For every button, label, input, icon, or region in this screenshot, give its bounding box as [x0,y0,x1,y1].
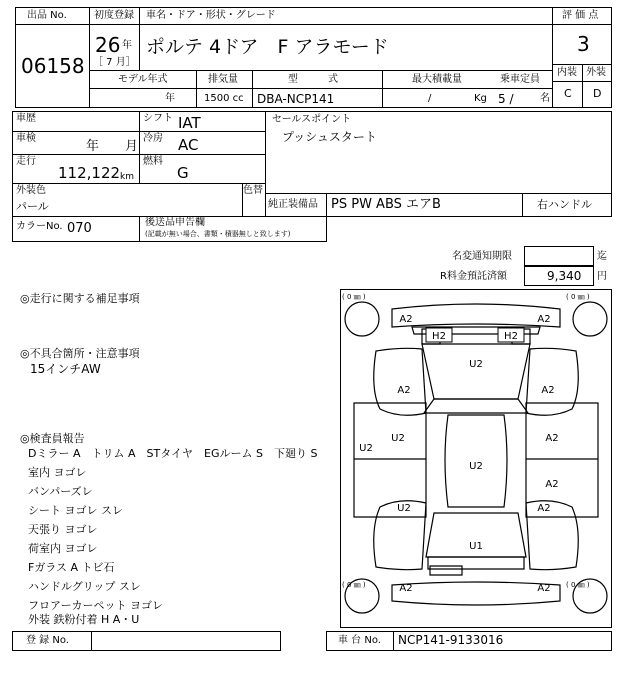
mileage-unit: km [120,172,134,182]
first-reg-year-unit: 年 [122,40,132,51]
inspector-line: 室内 ヨゴレ [28,466,87,479]
inspector-line: シート ヨゴレ スレ [28,504,123,517]
damage-mark: H2 [504,331,518,342]
genuine-equipment: PS PW ABS エアB [331,197,441,212]
capacity: 5 / [498,92,514,106]
inspector-line: フロアーカーペット ヨゴレ [28,599,163,612]
inspector-title: ◎検査員報告 [20,432,85,445]
damage-mark: U2 [469,461,483,472]
damage-mark: U2 [469,359,483,370]
history-label: 車歴 [16,113,36,124]
shift-label: シフト [143,113,173,124]
body-left [354,403,426,517]
damage-mark: U2 [391,433,405,444]
body-right [526,403,598,517]
displacement-label: 排気量 [208,74,238,85]
windshield [424,399,528,413]
inspector-line: バンパーズレ [28,485,93,498]
damage-mark: U2 [359,443,373,454]
front-fender-right [526,348,578,415]
defect-item: 15インチAW [30,362,101,376]
handle: 右ハンドル [537,198,592,211]
inspector-line: Dミラー A トリム A STタイヤ EGルーム S 下廻り S [28,447,318,460]
first-reg-month: ［ 7 月］ [93,57,136,68]
tire-front-left-icon [345,302,379,336]
inspection: 年 月 [86,139,139,154]
damage-mark: A2 [537,314,551,325]
capacity-label: 乗車定員 [500,74,540,85]
model-label: 型 式 [288,74,338,85]
name-change-box [524,246,594,266]
max-load-unit: Kg [474,93,487,104]
inspector-line: ハンドルグリップ スレ [28,580,141,593]
color-no-label: カラーNo. [16,221,63,232]
max-load: / [428,93,432,104]
inspector-line: Fガラス A トビ石 [28,561,115,574]
interior-grade: C [564,87,572,100]
lot-no-label: 出品 No. [27,10,67,21]
mileage: 112,122 [58,164,121,182]
defects-title: ◎不具合箇所・注意事項 [20,347,140,360]
inspection-label: 車検 [16,133,36,144]
lot-no: 06158 [21,54,85,78]
car-name-label: 車名・ドア・形状・グレード [146,10,276,21]
color-change-label: 色替 [243,185,263,196]
damage-mark: A2 [545,479,559,490]
model-code: DBA-NCP141 [257,92,335,106]
ext-color-label: 外装色 [16,185,46,196]
name-change-label: 名変通知期限 [452,251,512,262]
ext-color: パール [16,200,49,213]
sales-point-label: セールスポイント [272,114,352,125]
docs-label: 後送品申告欄 [145,217,205,228]
driving-notes-title: ◎走行に関する補足事項 [20,292,140,305]
damage-mark: A2 [545,433,559,444]
color-no: 070 [67,221,92,236]
exterior-grade: D [593,87,602,100]
inspector-line: 天張り ヨゴレ [28,523,98,536]
max-load-label: 最大積載量 [412,74,462,85]
hood-panel [422,344,530,399]
genuine-label: 純正装備品 [268,199,318,210]
docs-note: (記載が無い場合、書類・積器無しと致します) [145,230,291,238]
car-name: ポルテ 4ドア F アラモード [146,36,389,58]
rear-light-bar [430,566,462,575]
name-change-suffix: 迄 [597,251,607,262]
model-year-label: モデル年式 [118,74,168,85]
rear-bumper-outline [392,582,560,605]
reg-no-box [91,631,281,651]
reg-no-label: 登 録 No. [26,635,69,646]
fuel-label: 燃料 [143,156,163,167]
first-reg-label: 初度登録 [94,10,134,21]
recycle-unit: 円 [597,271,607,282]
score: 3 [577,32,590,56]
mileage-label: 走行 [16,156,36,167]
capacity-unit: 名 [540,93,550,104]
tire-depth-label: ( 0 ㎜ ) [566,581,590,589]
damage-mark: A2 [397,385,411,396]
exterior-label: 外装 [586,67,606,78]
fuel: G [177,164,189,182]
rear-panel [428,557,524,569]
first-reg-year: 26 [95,33,121,57]
tire-depth-label: ( 0 ㎜ ) [566,293,590,301]
recycle-label: R料金預託済額 [440,271,507,282]
chassis-no-label: 車 台 No. [338,635,381,646]
chassis-no: NCP141-9133016 [398,633,504,647]
tire-depth-label: ( 0 ㎜ ) [342,581,366,589]
damage-mark: A2 [399,314,413,325]
tire-depth-label: ( 0 ㎜ ) [342,293,366,301]
car-damage-diagram [340,289,612,628]
damage-mark: A2 [399,583,413,594]
front-bumper-outline [392,304,560,327]
recycle-value: 9,340 [547,269,582,283]
sales-point: プッシュスタート [282,130,377,144]
damage-mark: U2 [397,503,411,514]
damage-mark: A2 [537,583,551,594]
damage-mark: A2 [537,503,551,514]
front-fender-left [374,348,426,415]
damage-mark: A2 [541,385,555,396]
tire-front-right-icon [573,302,607,336]
inspector-line: 外装 鉄粉付着 H A・U [28,613,140,626]
model-year-unit: 年 [165,93,175,104]
score-label: 評 価 点 [562,10,599,21]
damage-mark: H2 [432,331,446,342]
interior-label: 内装 [557,67,577,78]
ac: AC [178,136,199,154]
ac-label: 冷房 [143,133,163,144]
inspector-line: 荷室内 ヨゴレ [28,542,98,555]
damage-mark: U1 [469,541,483,552]
rear-fender-right [526,501,578,570]
displacement: 1500 cc [204,93,244,104]
shift: IAT [178,114,201,132]
